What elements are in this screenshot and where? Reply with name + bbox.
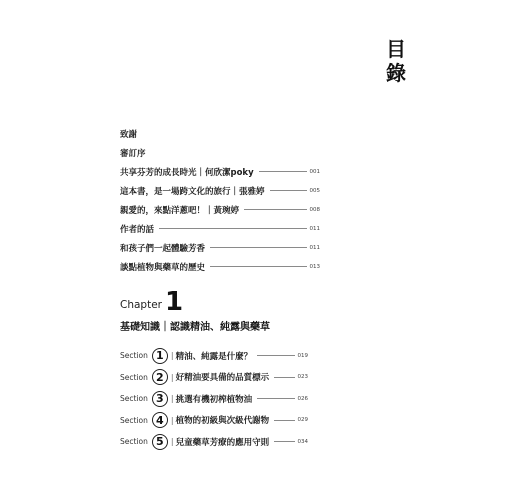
section-number-circle: 3 xyxy=(152,391,168,407)
section-page-number: 019 xyxy=(297,352,308,359)
section-separator: | xyxy=(170,415,174,425)
leader-line xyxy=(270,190,307,191)
chapter-heading[interactable] xyxy=(120,288,320,333)
leader-line xyxy=(244,209,306,210)
toc-page-number: 011 xyxy=(309,225,320,232)
section-page-number: 029 xyxy=(297,417,308,424)
toc-entry-label: 共享芬芳的成長時光｜何欣潔poky xyxy=(120,167,254,178)
section-title: 挑選有機初榨植物油 xyxy=(175,394,253,405)
section-title: 好精油要具備的品質標示 xyxy=(175,373,270,384)
toc-entry-label: 這本書，是一場跨文化的旅行｜張雅婷 xyxy=(120,186,265,197)
section-page-number: 023 xyxy=(297,374,308,381)
section-title: 精油、純露是什麼？ xyxy=(175,351,253,362)
section-separator: | xyxy=(170,351,174,361)
leader-line xyxy=(259,171,307,172)
toc-entry[interactable] xyxy=(120,162,320,181)
toc-entry[interactable] xyxy=(120,124,320,143)
toc-entry[interactable] xyxy=(120,181,320,200)
toc-page-number: 011 xyxy=(309,244,320,251)
section-entry[interactable] xyxy=(120,345,308,367)
toc-page-number: 013 xyxy=(309,263,320,270)
toc-entry[interactable] xyxy=(120,257,320,276)
section-word: Section xyxy=(120,372,148,382)
section-word: Section xyxy=(120,437,148,447)
section-number-circle: 1 xyxy=(152,348,168,364)
section-list xyxy=(120,345,308,453)
toc-entry-label: 談點植物與藥草的歷史 xyxy=(120,262,206,273)
toc-entry-label: 審訂序 xyxy=(120,148,146,159)
section-entry[interactable] xyxy=(120,410,308,432)
section-page-number: 034 xyxy=(297,438,308,445)
leader-line xyxy=(274,377,294,378)
toc-page-number: 005 xyxy=(309,187,320,194)
leader-line xyxy=(274,420,294,421)
section-page-number: 026 xyxy=(297,395,308,402)
toc-page-number: 001 xyxy=(309,168,320,175)
toc-entry[interactable] xyxy=(120,219,320,238)
leader-line xyxy=(257,355,294,356)
section-entry[interactable] xyxy=(120,367,308,389)
toc-entry-label: 致謝 xyxy=(120,129,138,140)
chapter-number: 1 xyxy=(164,287,184,317)
leader-line xyxy=(257,398,294,399)
section-number-circle: 5 xyxy=(152,434,168,450)
leader-line xyxy=(210,247,306,248)
leader-line xyxy=(159,228,306,229)
section-title: 植物的初級與次級代謝物 xyxy=(175,416,270,427)
chapter-label xyxy=(120,287,320,317)
leader-line xyxy=(274,441,294,442)
chapter-word: Chapter xyxy=(120,299,162,311)
section-separator: | xyxy=(170,437,174,447)
section-separator: | xyxy=(170,394,174,404)
section-word: Section xyxy=(120,394,148,404)
toc-entry[interactable] xyxy=(120,238,320,257)
section-number-circle: 2 xyxy=(152,369,168,385)
toc-entry-label: 和孩子們一起體驗芳香 xyxy=(120,243,206,254)
section-entry[interactable] xyxy=(120,431,308,453)
chapter-title: 基礎知識｜認識精油、純露與藥草 xyxy=(120,322,270,333)
section-separator: | xyxy=(170,372,174,382)
toc-page-number: 008 xyxy=(309,206,320,213)
section-title: 兒童藥草芳療的應用守則 xyxy=(175,437,270,448)
section-word: Section xyxy=(120,351,148,361)
section-word: Section xyxy=(120,415,148,425)
toc-entry-label: 作者的話 xyxy=(120,224,155,235)
section-entry[interactable] xyxy=(120,388,308,410)
toc-entry[interactable] xyxy=(120,200,320,219)
front-matter-list xyxy=(120,124,320,276)
section-number-circle: 4 xyxy=(152,412,168,428)
toc-entry[interactable] xyxy=(120,143,320,162)
page-title: 目錄 xyxy=(386,37,406,85)
leader-line xyxy=(210,266,306,267)
toc-entry-label: 親愛的，來點洋蔥吧！｜黃琬婷 xyxy=(120,205,240,216)
